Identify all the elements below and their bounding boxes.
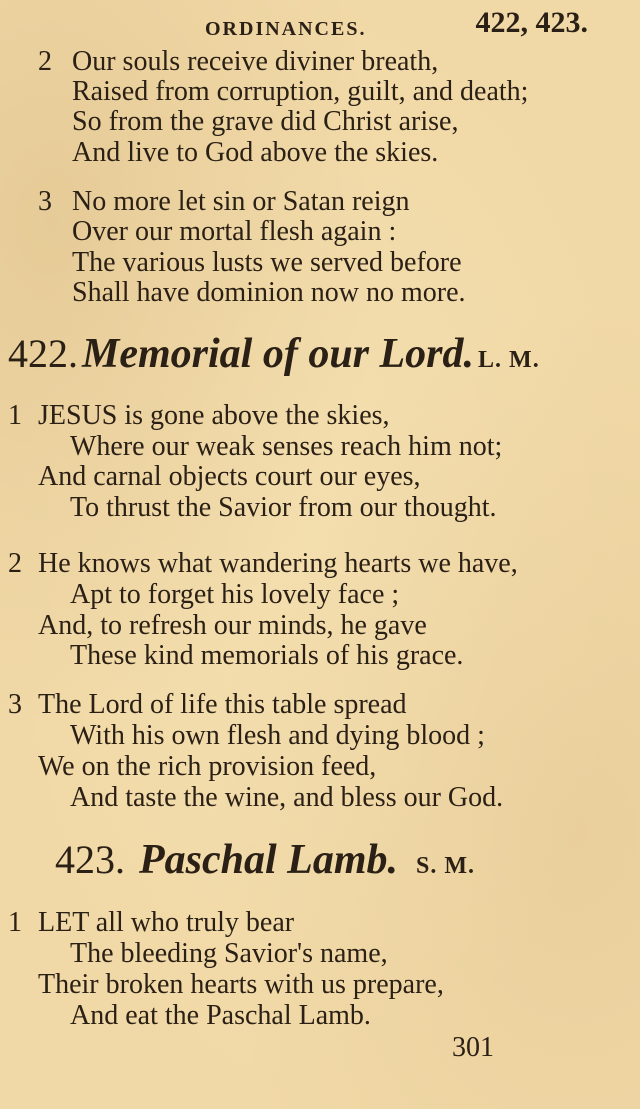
verse-line: To thrust the Savior from our thought. [70, 492, 497, 523]
verse-line: And, to refresh our minds, he gave [38, 610, 427, 641]
hymn-423-heading [55, 836, 475, 884]
verse-line: LET all who truly bear [38, 907, 295, 938]
verse-line: The Lord of life this table spread [38, 689, 407, 720]
stanza-number: 3 [38, 186, 52, 217]
verse-line: The bleeding Savior's name, [70, 938, 388, 969]
hymn-title: Paschal Lamb. [139, 837, 398, 883]
verse-line: Their broken hearts with us prepare, [38, 969, 444, 1000]
verse-line: Apt to forget his lovely face ; [70, 579, 400, 610]
hymn-number: 423. [55, 837, 125, 882]
stanza-number: 1 [8, 907, 22, 938]
stanza-number: 2 [8, 548, 22, 579]
hymn-number: 422. [8, 331, 78, 376]
stanza-number: 1 [8, 400, 22, 431]
verse-line: He knows what wandering hearts we have, [38, 548, 518, 579]
verse-line: And taste the wine, and bless our God. [70, 782, 504, 813]
verse-line: Raised from corruption, guilt, and death; [72, 76, 529, 107]
running-title: ORDINANCES. [205, 18, 367, 40]
verse-line: No more let sin or Satan reign [72, 186, 410, 217]
hymn-range: 422, 423. [475, 6, 588, 39]
verse-line: We on the rich provision feed, [38, 751, 377, 782]
verse-line: And live to God above the skies. [72, 137, 439, 168]
verse-line: Where our weak senses reach him not; [70, 431, 503, 462]
verse-line: And eat the Paschal Lamb. [70, 1000, 371, 1031]
verse-line: With his own flesh and dying blood ; [70, 720, 485, 751]
page-number: 301 [452, 1032, 494, 1063]
verse-line: Shall have dominion now no more. [72, 277, 466, 308]
hymn-422-heading [8, 330, 540, 378]
verse-line: And carnal objects court our eyes, [38, 461, 421, 492]
stanza-number: 3 [8, 689, 22, 720]
verse-line: So from the grave did Christ arise, [72, 106, 459, 137]
hymn-meter: S. M. [416, 853, 475, 879]
verse-line: The various lusts we served before [72, 247, 462, 278]
page-header [0, 6, 640, 46]
verse-line: Our souls receive diviner breath, [72, 46, 439, 77]
hymn-title: Memorial of our Lord. [82, 331, 475, 377]
stanza-number: 2 [38, 46, 52, 77]
hymn-meter: L. M. [478, 347, 540, 373]
verse-line: These kind memorials of his grace. [70, 640, 464, 671]
verse-line: Over our mortal flesh again : [72, 216, 397, 247]
verse-line: JESUS is gone above the skies, [38, 400, 390, 431]
